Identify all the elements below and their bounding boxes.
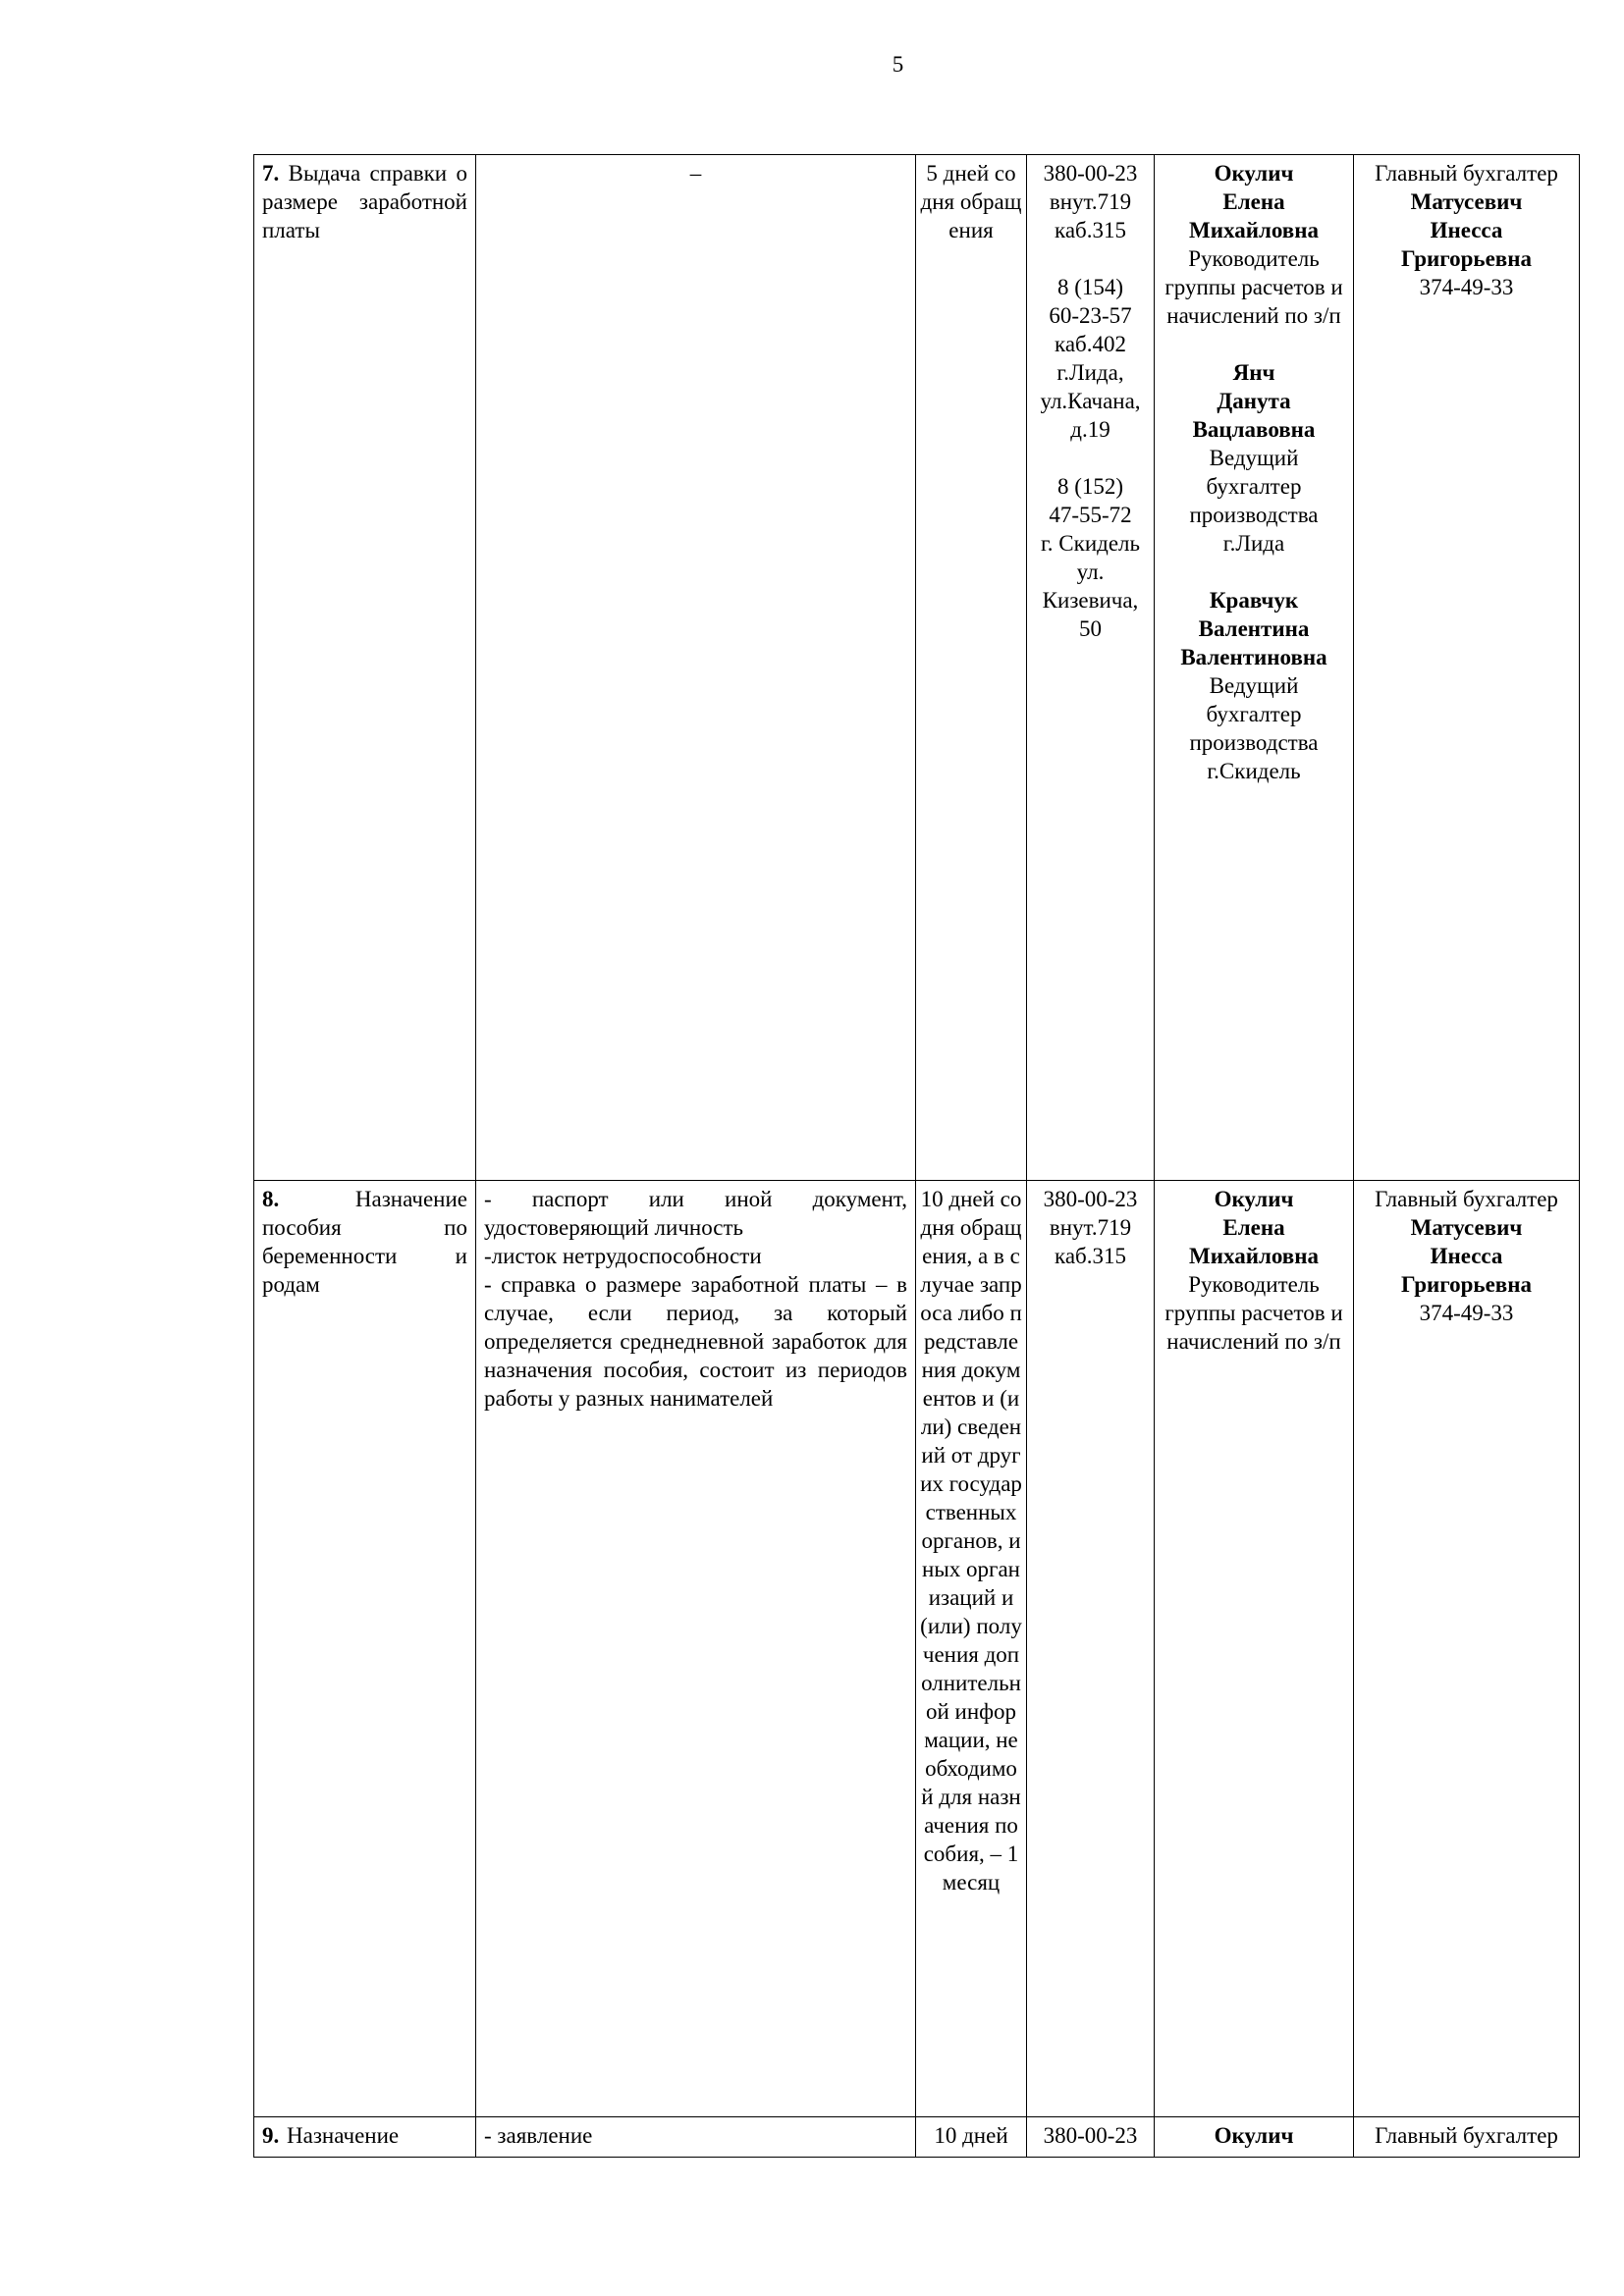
responsible-cell	[1155, 155, 1354, 1181]
responsible-name: Михайловна	[1189, 218, 1319, 242]
responsible-name: Янч	[1232, 360, 1275, 385]
responsible-position: начислений по з/п	[1166, 303, 1341, 328]
table-row	[254, 2117, 1580, 2158]
responsible-block	[1157, 2121, 1351, 2150]
responsible-cell	[1155, 2117, 1354, 2158]
chief-name: Матусевич	[1410, 1215, 1523, 1240]
responsible-position: Ведущий	[1209, 446, 1299, 470]
responsible-position: группы расчетов и	[1164, 275, 1343, 299]
responsible-name: Михайловна	[1189, 1244, 1319, 1268]
responsible-name: Валентиновна	[1180, 645, 1327, 669]
chief-title: Главный бухгалтер	[1375, 161, 1558, 186]
chief-name: Григорьевна	[1401, 246, 1532, 271]
phone-line: каб.315	[1055, 1244, 1126, 1268]
responsible-name: Кравчук	[1209, 588, 1299, 613]
phone-block	[1031, 159, 1150, 244]
responsible-position: г.Скидель	[1207, 759, 1301, 783]
chief-phone: 374-49-33	[1419, 275, 1514, 299]
services-table	[253, 154, 1580, 2158]
service-title-cell	[254, 2117, 476, 2158]
phone-cell	[1027, 2117, 1155, 2158]
chief-name: Григорьевна	[1401, 1272, 1532, 1297]
term-cell	[916, 2117, 1027, 2158]
document-item: - паспорт или иной документ, удостоверяющий личность	[484, 1187, 907, 1240]
chief-name: Матусевич	[1410, 189, 1523, 214]
phone-cell	[1027, 1181, 1155, 2117]
phone-line: 60-23-57	[1049, 303, 1132, 328]
responsible-block	[1157, 586, 1351, 785]
phone-block	[1031, 2121, 1150, 2150]
chief-title: Главный бухгалтер	[1375, 1187, 1558, 1211]
responsible-position: Ведущий	[1209, 673, 1299, 698]
service-title: Назначение	[279, 2123, 400, 2148]
phone-line: внут.719	[1049, 189, 1132, 214]
chief-name: Инесса	[1430, 218, 1503, 242]
service-number: 8.	[262, 1187, 280, 1211]
term-cell	[916, 155, 1027, 1181]
documents-cell	[476, 155, 916, 1181]
responsible-position: Руководитель	[1188, 246, 1320, 271]
phone-line: ул.	[1076, 560, 1105, 584]
phone-block	[1031, 1185, 1150, 1270]
phone-line: ул.Качана,	[1040, 389, 1141, 413]
phone-line: д.19	[1070, 417, 1110, 442]
responsible-position: г.Лида	[1222, 531, 1285, 556]
phone-line: каб.315	[1055, 218, 1126, 242]
table-row	[254, 155, 1580, 1181]
chief-cell	[1354, 2117, 1580, 2158]
phone-line: внут.719	[1049, 1215, 1132, 1240]
phone-line: 380-00-23	[1043, 2123, 1138, 2148]
chief-cell	[1354, 1181, 1580, 2117]
phone-line: 380-00-23	[1043, 1187, 1138, 1211]
service-number: 9.	[262, 2123, 280, 2148]
phone-block	[1031, 273, 1150, 444]
responsible-name: Окулич	[1214, 161, 1294, 186]
service-title: Выдача справки о размере заработной платы	[262, 161, 467, 242]
responsible-cell	[1155, 1181, 1354, 2117]
responsible-position: бухгалтер	[1206, 702, 1302, 726]
term-text: 10 дней	[934, 2123, 1008, 2148]
documents-cell	[476, 2117, 916, 2158]
service-title-cell	[254, 155, 476, 1181]
phone-line: 8 (154)	[1056, 275, 1124, 299]
responsible-position: группы расчетов и	[1164, 1301, 1343, 1325]
chief-title: Главный бухгалтер	[1375, 2123, 1558, 2148]
chief-cell	[1354, 155, 1580, 1181]
responsible-block	[1157, 159, 1351, 330]
phone-line: 50	[1079, 616, 1102, 641]
responsible-name: Елена	[1222, 189, 1285, 214]
document-item: –	[689, 161, 702, 186]
responsible-block	[1157, 358, 1351, 558]
responsible-name: Елена	[1222, 1215, 1285, 1240]
service-title: Назначение пособия по беременности и родам	[262, 1187, 467, 1297]
table-body	[254, 155, 1580, 2158]
documents-cell	[476, 1181, 916, 2117]
phone-block	[1031, 472, 1150, 643]
phone-line: г. Скидель	[1040, 531, 1141, 556]
phone-line: Кизевича,	[1042, 588, 1139, 613]
responsible-name: Данута	[1217, 389, 1291, 413]
responsible-name: Валентина	[1198, 616, 1310, 641]
document-item: -листок нетрудоспособности	[484, 1244, 762, 1268]
responsible-name: Окулич	[1214, 1187, 1294, 1211]
chief-phone: 374-49-33	[1419, 1301, 1514, 1325]
table-row	[254, 1181, 1580, 2117]
responsible-position: Руководитель	[1188, 1272, 1320, 1297]
phone-line: 380-00-23	[1043, 161, 1138, 186]
phone-line: 8 (152)	[1056, 474, 1124, 499]
responsible-name: Вацлавовна	[1192, 417, 1316, 442]
term-cell	[916, 1181, 1027, 2117]
phone-line: каб.402	[1055, 332, 1126, 356]
chief-name: Инесса	[1430, 1244, 1503, 1268]
document-item: - заявление	[484, 2123, 593, 2148]
phone-line: г.Лида,	[1056, 360, 1124, 385]
responsible-name: Окулич	[1214, 2123, 1294, 2148]
phone-line: 47-55-72	[1049, 503, 1132, 527]
document-item: - справка о размере заработной платы – в случае, если период, за который определяется среднедневной заработок для назначения пособия, состоит из периодов работы у разных нанимателей	[484, 1272, 907, 1411]
responsible-position: бухгалтер	[1206, 474, 1302, 499]
term-text: 5 дней со дня обращения	[920, 161, 1022, 242]
service-title-cell	[254, 1181, 476, 2117]
term-text: 10 дней со дня обращения, а в случае запроса либо представления документов и (или) сведений от других государственных органов, иных организаций и (или) получения дополнительной информации, необходимой для назначения пособия, – 1 месяц	[920, 1187, 1022, 1895]
responsible-position: производства	[1189, 730, 1319, 755]
service-number: 7.	[262, 161, 280, 186]
responsible-position: начислений по з/п	[1166, 1329, 1341, 1354]
page-number: 5	[892, 52, 904, 77]
phone-cell	[1027, 155, 1155, 1181]
responsible-block	[1157, 1185, 1351, 1356]
responsible-position: производства	[1189, 503, 1319, 527]
